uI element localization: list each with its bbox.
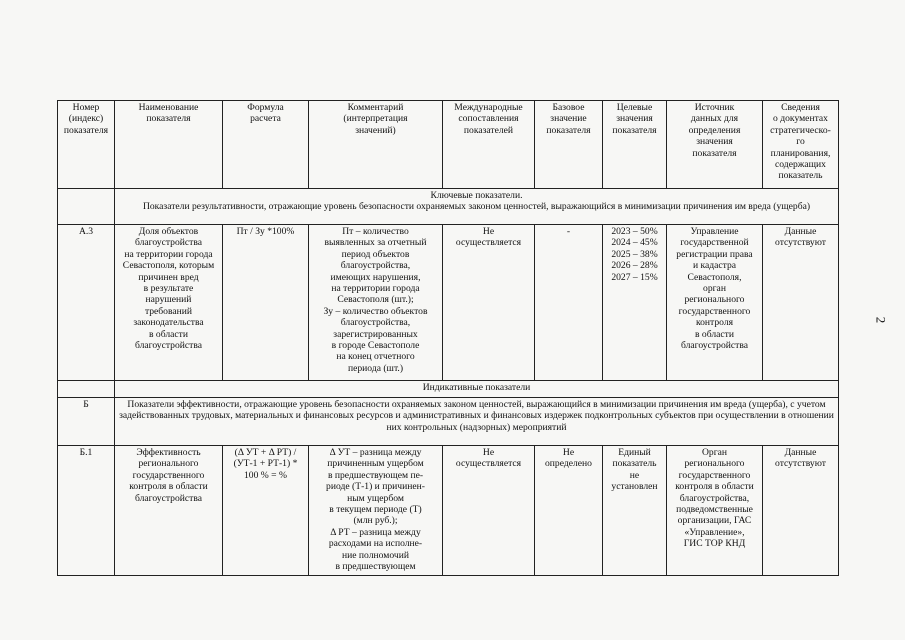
header-index: Номер (индекс) показателя	[58, 101, 115, 189]
b1-source: Орган регионального государственного контроля в области благоустройства, подведомственные организации, ГАС «Управление», ГИС ТОР КНД	[667, 446, 763, 576]
section-key-cell	[115, 189, 839, 225]
b1-docs: Данные отсутствуют	[763, 446, 839, 576]
a3-source: Управление государственной регистрации права и кадастра Севастополя, орган регионального государственного контроля в области благоустройства	[667, 225, 763, 381]
table-header-row	[58, 101, 839, 189]
b1-formula: (Δ УТ + Δ РТ) / (УТ-1 + РТ-1) * 100 % = %	[223, 446, 309, 576]
b1-base: Не определено	[535, 446, 603, 576]
a3-formula: Пт / Зу *100%	[223, 225, 309, 381]
table-row-b1	[58, 446, 839, 576]
header-base: Базовое значение показателя	[535, 101, 603, 189]
header-name: Наименование показателя	[115, 101, 223, 189]
a3-base: -	[535, 225, 603, 381]
header-intl: Международные сопоставления показателей	[443, 101, 535, 189]
section-key-title: Ключевые показатели.	[430, 190, 523, 201]
header-targets: Целевые значения показателя	[603, 101, 667, 189]
section-b-index: Б	[58, 398, 115, 446]
a3-index: А.3	[58, 225, 115, 381]
section-ind-row	[58, 381, 839, 398]
a3-docs: Данные отсутствуют	[763, 225, 839, 381]
page-number: 2	[872, 316, 888, 324]
section-key-row	[58, 189, 839, 225]
b1-name: Эффективность регионального государственного контроля в области благоустройства	[115, 446, 223, 576]
section-key-index-cell	[58, 189, 115, 225]
header-source: Источник данных для определения значения показателя	[667, 101, 763, 189]
header-docs: Сведения о документах стратегическо- го планирования, содержащих показатель	[763, 101, 839, 189]
section-b-text: Показатели эффективности, отражающие уровень безопасности охраняемых законом ценностей, выражающийся в минимизации причинения им вреда (ущерба), с учетом задействованных трудовых, материальных и финансовых ресурсов и административных и финансовых издержек подконтрольных субъектов при осуществлении в отношении них контрольных (надзорных) мероприятий	[115, 398, 839, 446]
b1-index: Б.1	[58, 446, 115, 576]
section-b-row	[58, 398, 839, 446]
b1-comment: Δ УТ – разница между причиненным ущербом в предшествующем пе- риоде (Т-1) и причинен- ным ущербом в текущем периоде (Т) (млн руб.); Δ РТ – разница между расходами на исполне- ние полномочий в предшествующем	[309, 446, 443, 576]
b1-intl: Не осуществляется	[443, 446, 535, 576]
table-row-a3	[58, 225, 839, 381]
indicators-table	[57, 100, 839, 576]
a3-comment: Пт – количество выявленных за отчетный период объектов благоустройства, имеющих нарушения, на территории города Севастополя (шт.); Зу – количество объектов благоустройства, зарегистрированных в городе Севастополе на конец отчетного периода (шт.)	[309, 225, 443, 381]
a3-targets: 2023 – 50% 2024 – 45% 2025 – 38% 2026 – 28% 2027 – 15%	[603, 225, 667, 381]
section-ind-index-cell	[58, 381, 115, 398]
b1-targets: Единый показатель не установлен	[603, 446, 667, 576]
a3-name: Доля объектов благоустройства на территории города Севастополя, которым причинен вред в результате нарушений требований законодательства в области благоустройства	[115, 225, 223, 381]
a3-intl: Не осуществляется	[443, 225, 535, 381]
section-key-subtitle: Показатели результативности, отражающие уровень безопасности охраняемых законом ценностей, выражающийся в минимизации причинения им вреда (ущерба)	[142, 201, 811, 213]
section-ind-title: Индикативные показатели	[115, 381, 839, 398]
header-comment: Комментарий (интерпретация значений)	[309, 101, 443, 189]
header-formula: Формула расчета	[223, 101, 309, 189]
